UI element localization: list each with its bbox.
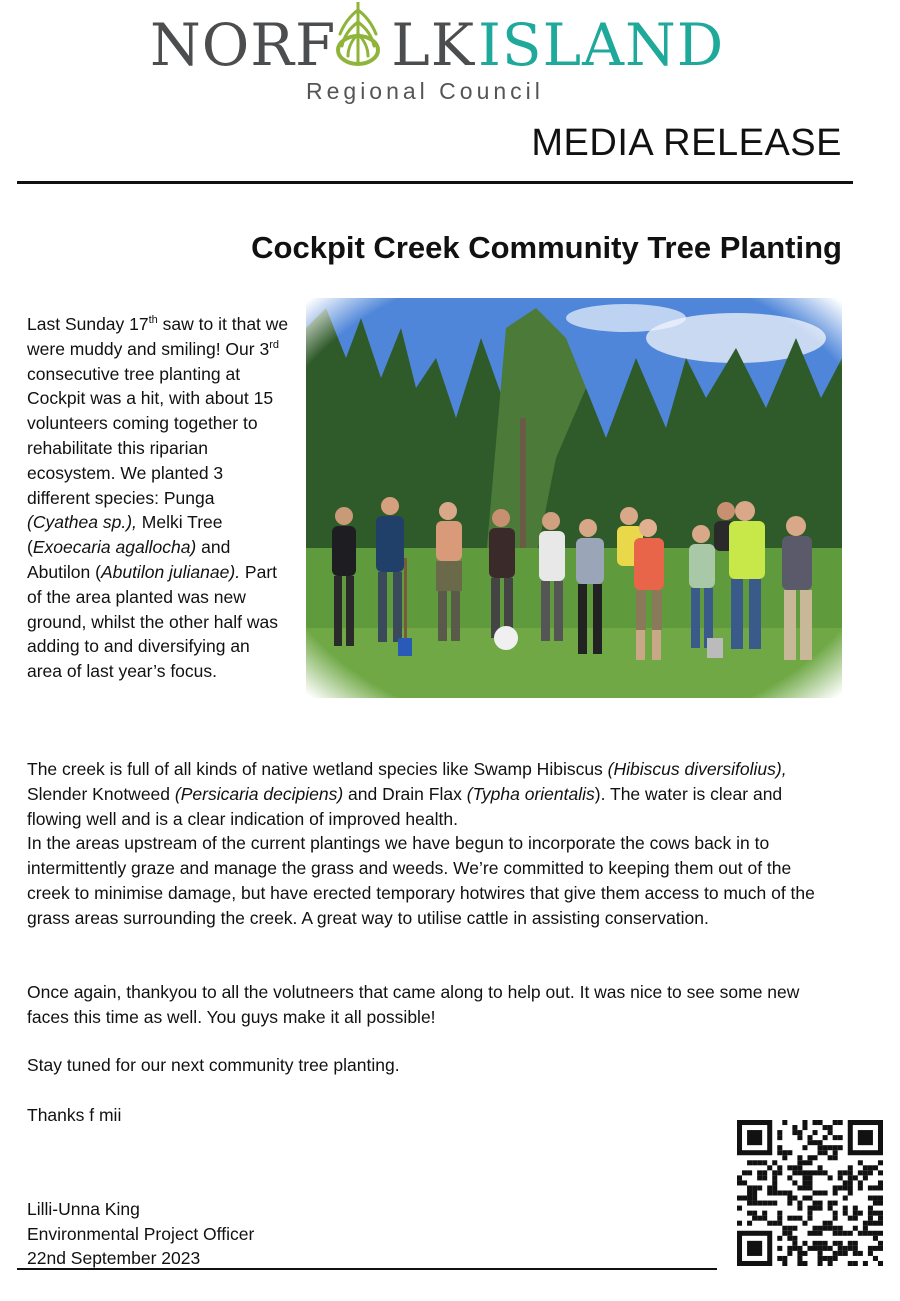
logo-word-island: ISLAND [478,11,725,79]
qr-code-icon[interactable] [737,1120,883,1266]
council-logo [0,0,900,110]
signature-role: Environmental Project Officer [27,1223,255,1244]
header-divider [17,181,853,184]
volunteer-group-photo [306,298,842,698]
paragraph-thanks: Once again, thankyou to all the volutneers that came along to help out. It was nice to see some new faces this time as well. You guys make it all possible! [27,982,800,1027]
media-release-heading: MEDIA RELEASE [531,122,842,164]
pine-leaf-icon [330,0,386,70]
logo-subtitle: Regional Council [306,78,544,104]
signature-date: 22nd September 2023 [27,1248,201,1269]
paragraph-wetland: The creek is full of all kinds of native wetland species like Swamp Hibiscus (Hibiscus diversifolius), Slender Knotweed (Persicaria decipiens) and Drain Flax (Typha orientalis). The water is clear and flowing well and is a clear indication of improved health. In the areas upstream of the current plantings we have begun to incorporate the cows back in to intermittently graze and manage the grass and weeds. We’re committed to keeping them out of the creek to minimise damage, but have erected temporary hotwires that give them access to much of the grass areas surrounding the creek. A great way to utilise cattle in assisting conservation. [27,759,815,928]
footer-divider [17,1268,717,1270]
paragraph-signoff: Thanks f mii [27,1105,122,1125]
logo-word-norfolk: NORF LK [150,11,476,79]
paragraph-stay-tuned: Stay tuned for our next community tree planting. [27,1055,400,1075]
signature-block [27,1197,254,1271]
intro-paragraph: Last Sunday 17th saw to it that we were muddy and smiling! Our 3rd consecutive tree planting at Cockpit was a hit, with about 15 volunteers coming together to rehabilitate this riparian ecosystem. We planted 3 different species: Punga (Cyathea sp.), Melki Tree (Exoecaria agallocha) and Abutilon (Abutilon julianae). Part of the area planted was new ground, whilst the other half was adding to and diversifying an area of last year’s focus. [27,314,289,682]
article-title: Cockpit Creek Community Tree Planting [251,230,842,265]
signature-name: Lilli-Unna King [27,1199,140,1219]
